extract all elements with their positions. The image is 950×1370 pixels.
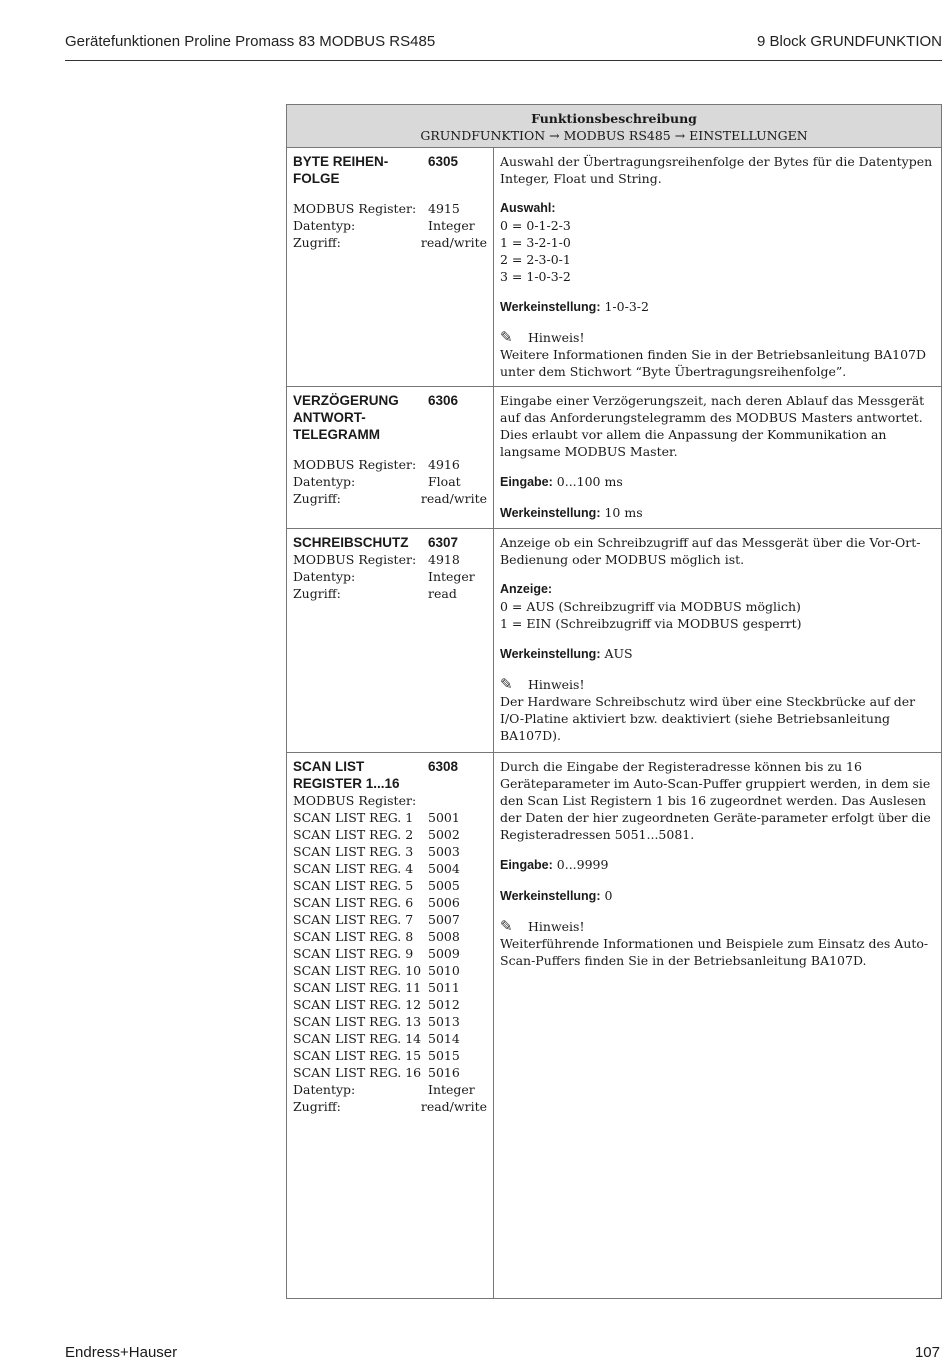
selection-label: Auswahl:	[500, 201, 556, 215]
description-text: Auswahl der Übertragungsreihenfolge der Bytes für die Datentypen Integer, Float und String.	[500, 154, 933, 186]
access-value: read/write	[420, 235, 487, 250]
scan-reg-address: 5011	[428, 980, 460, 995]
scan-reg-name: SCAN LIST REG. 14	[293, 1031, 422, 1046]
datatype-value: Integer	[428, 1082, 475, 1097]
header-section: 9 Block GRUNDFUNKTION	[756, 33, 942, 50]
table-header-row	[287, 105, 942, 148]
function-meta-cell	[287, 148, 494, 387]
header-rule	[65, 60, 942, 61]
function-name: VERZÖGERUNG	[293, 393, 399, 408]
access-label: Zugriff:	[293, 491, 341, 506]
scan-reg-name: SCAN LIST REG. 11	[293, 980, 422, 995]
datatype-label: Datentyp:	[293, 218, 356, 233]
scan-reg-address: 5008	[428, 929, 460, 944]
access-value: read	[428, 586, 457, 601]
access-label: Zugriff:	[293, 586, 341, 601]
default-value: 1-0-3-2	[604, 299, 649, 314]
note-text: Der Hardware Schreibschutz wird über eine Steckbrücke auf der I/O-Platine aktiviert bzw. deaktiviert (siehe Betriebsanleitung BA107D).	[500, 694, 916, 743]
scan-reg-address: 5003	[428, 844, 460, 859]
display-label: Anzeige:	[500, 582, 553, 596]
scan-reg-address: 5012	[428, 997, 460, 1012]
modbus-register-value: 4916	[428, 457, 460, 472]
option-item: 3 = 1-0-3-2	[500, 269, 571, 284]
table-header-path: GRUNDFUNKTION → MODBUS RS485 → EINSTELLUNGEN	[420, 128, 808, 143]
function-description-cell	[494, 529, 942, 753]
scan-reg-address: 5010	[428, 963, 460, 978]
default-value: AUS	[604, 646, 633, 661]
option-item: 2 = 2-3-0-1	[500, 252, 571, 267]
scan-reg-name: SCAN LIST REG. 6	[293, 895, 414, 910]
table-header-title: Funktionsbeschreibung	[531, 111, 697, 126]
input-value: 0...100 ms	[556, 474, 623, 489]
header-title: Gerätefunktionen Proline Promass 83 MODBUS RS485	[65, 33, 436, 50]
scan-reg-address: 5006	[428, 895, 460, 910]
scan-reg-name: SCAN LIST REG. 13	[293, 1014, 422, 1029]
scan-reg-address: 5005	[428, 878, 460, 893]
scan-reg-address: 5007	[428, 912, 460, 927]
scan-reg-address: 5004	[428, 861, 460, 876]
scan-reg-address: 5014	[428, 1031, 460, 1046]
function-name: SCAN LIST	[293, 759, 365, 774]
default-label: Werkeinstellung:	[500, 506, 601, 520]
function-name: BYTE REIHEN-	[293, 154, 389, 169]
access-value: read/write	[420, 491, 487, 506]
function-description-cell	[494, 753, 942, 1299]
modbus-register-label: MODBUS Register:	[293, 552, 417, 567]
access-value: read/write	[420, 1099, 487, 1114]
function-code: 6306	[428, 393, 459, 408]
scan-reg-name: SCAN LIST REG. 1	[293, 810, 414, 825]
scan-reg-name: SCAN LIST REG. 9	[293, 946, 414, 961]
default-value: 10 ms	[604, 505, 643, 520]
access-label: Zugriff:	[293, 1099, 341, 1114]
function-name: SCHREIBSCHUTZ	[293, 535, 409, 550]
scan-reg-name: SCAN LIST REG. 12	[293, 997, 422, 1012]
function-description-cell	[494, 387, 942, 529]
footer-brand: Endress+Hauser	[65, 1344, 178, 1361]
scan-reg-name: SCAN LIST REG. 15	[293, 1048, 422, 1063]
scan-reg-name: SCAN LIST REG. 2	[293, 827, 414, 842]
note-text: Weitere Informationen finden Sie in der Betriebsanleitung BA107D unter dem Stichwort “Byte Übertragungsreihenfolge”.	[500, 347, 927, 379]
scan-reg-address: 5002	[428, 827, 460, 842]
function-name: ANTWORT-	[293, 410, 366, 425]
scan-reg-name: SCAN LIST REG. 7	[293, 912, 414, 927]
description-text: Durch die Eingabe der Registeradresse können bis zu 16 Geräteparameter im Auto-Scan-Puffer gruppiert werden, in dem sie den Scan List Registern 1 bis 16 zugeordnet werden. Das Auslesen der Daten der hier zugeordneten Geräte-parameter erfolgt über die Registeradressen 5051...5081.	[500, 759, 931, 842]
datatype-label: Datentyp:	[293, 474, 356, 489]
scan-reg-name: SCAN LIST REG. 8	[293, 929, 414, 944]
function-meta-cell	[287, 387, 494, 529]
pencil-icon: ✎	[500, 917, 513, 935]
function-code: 6305	[428, 154, 459, 169]
modbus-register-label: MODBUS Register:	[293, 793, 417, 808]
scan-reg-name: SCAN LIST REG. 5	[293, 878, 414, 893]
input-label: Eingabe:	[500, 475, 553, 489]
function-name: FOLGE	[293, 171, 340, 186]
datatype-value: Integer	[428, 218, 475, 233]
default-value: 0	[604, 888, 613, 903]
input-value: 0...9999	[556, 857, 609, 872]
note-label: Hinweis!	[528, 330, 585, 345]
scan-reg-name: SCAN LIST REG. 10	[293, 963, 422, 978]
note-text: Weiterführende Informationen und Beispiele zum Einsatz des Auto-Scan-Puffers finden Sie in der Betriebsanleitung BA107D.	[500, 936, 929, 968]
description-text: Eingabe einer Verzögerungszeit, nach deren Ablauf das Messgerät auf das Anforderungstelegramm des MODBUS Masters antwortet. Dies erlaubt vor allem die Anpassung der Kommunikation an langsame MODBUS Master.	[500, 393, 925, 459]
default-label: Werkeinstellung:	[500, 300, 601, 314]
function-name: REGISTER 1...16	[293, 776, 400, 791]
scan-reg-address: 5001	[428, 810, 460, 825]
option-item: 0 = 0-1-2-3	[500, 218, 571, 233]
scan-reg-address: 5009	[428, 946, 460, 961]
input-label: Eingabe:	[500, 858, 553, 872]
datatype-value: Float	[428, 474, 461, 489]
modbus-register-label: MODBUS Register:	[293, 457, 417, 472]
function-name: TELEGRAMM	[293, 427, 380, 442]
datatype-value: Integer	[428, 569, 475, 584]
function-meta-cell	[287, 753, 494, 1299]
description-text: Anzeige ob ein Schreibzugriff auf das Messgerät über die Vor-Ort-Bedienung oder MODBUS möglich ist.	[500, 535, 921, 567]
default-label: Werkeinstellung:	[500, 889, 601, 903]
modbus-register-value: 4918	[428, 552, 460, 567]
modbus-register-label: MODBUS Register:	[293, 201, 417, 216]
page-number: 107	[914, 1344, 940, 1361]
table-row	[287, 148, 942, 387]
function-code: 6308	[428, 759, 459, 774]
option-item: 1 = 3-2-1-0	[500, 235, 571, 250]
access-label: Zugriff:	[293, 235, 341, 250]
scan-reg-address: 5016	[428, 1065, 460, 1080]
scan-reg-name: SCAN LIST REG. 16	[293, 1065, 422, 1080]
scan-reg-address: 5013	[428, 1014, 460, 1029]
option-item: 0 = AUS (Schreibzugriff via MODBUS möglich)	[500, 599, 801, 614]
table-row	[287, 529, 942, 753]
table-header	[287, 105, 942, 148]
pencil-icon: ✎	[500, 328, 513, 346]
note-label: Hinweis!	[528, 919, 585, 934]
scan-reg-address: 5015	[428, 1048, 460, 1063]
scan-reg-name: SCAN LIST REG. 4	[293, 861, 414, 876]
function-code: 6307	[428, 535, 459, 550]
table-row	[287, 387, 942, 529]
modbus-register-value: 4915	[428, 201, 460, 216]
scan-reg-name: SCAN LIST REG. 3	[293, 844, 414, 859]
default-label: Werkeinstellung:	[500, 647, 601, 661]
option-item: 1 = EIN (Schreibzugriff via MODBUS gesperrt)	[500, 616, 802, 631]
table-row	[287, 753, 942, 1299]
function-description-cell	[494, 148, 942, 387]
datatype-label: Datentyp:	[293, 1082, 356, 1097]
note-label: Hinweis!	[528, 677, 585, 692]
pencil-icon: ✎	[500, 675, 513, 693]
function-meta-cell	[287, 529, 494, 753]
datatype-label: Datentyp:	[293, 569, 356, 584]
function-table	[286, 104, 942, 1299]
